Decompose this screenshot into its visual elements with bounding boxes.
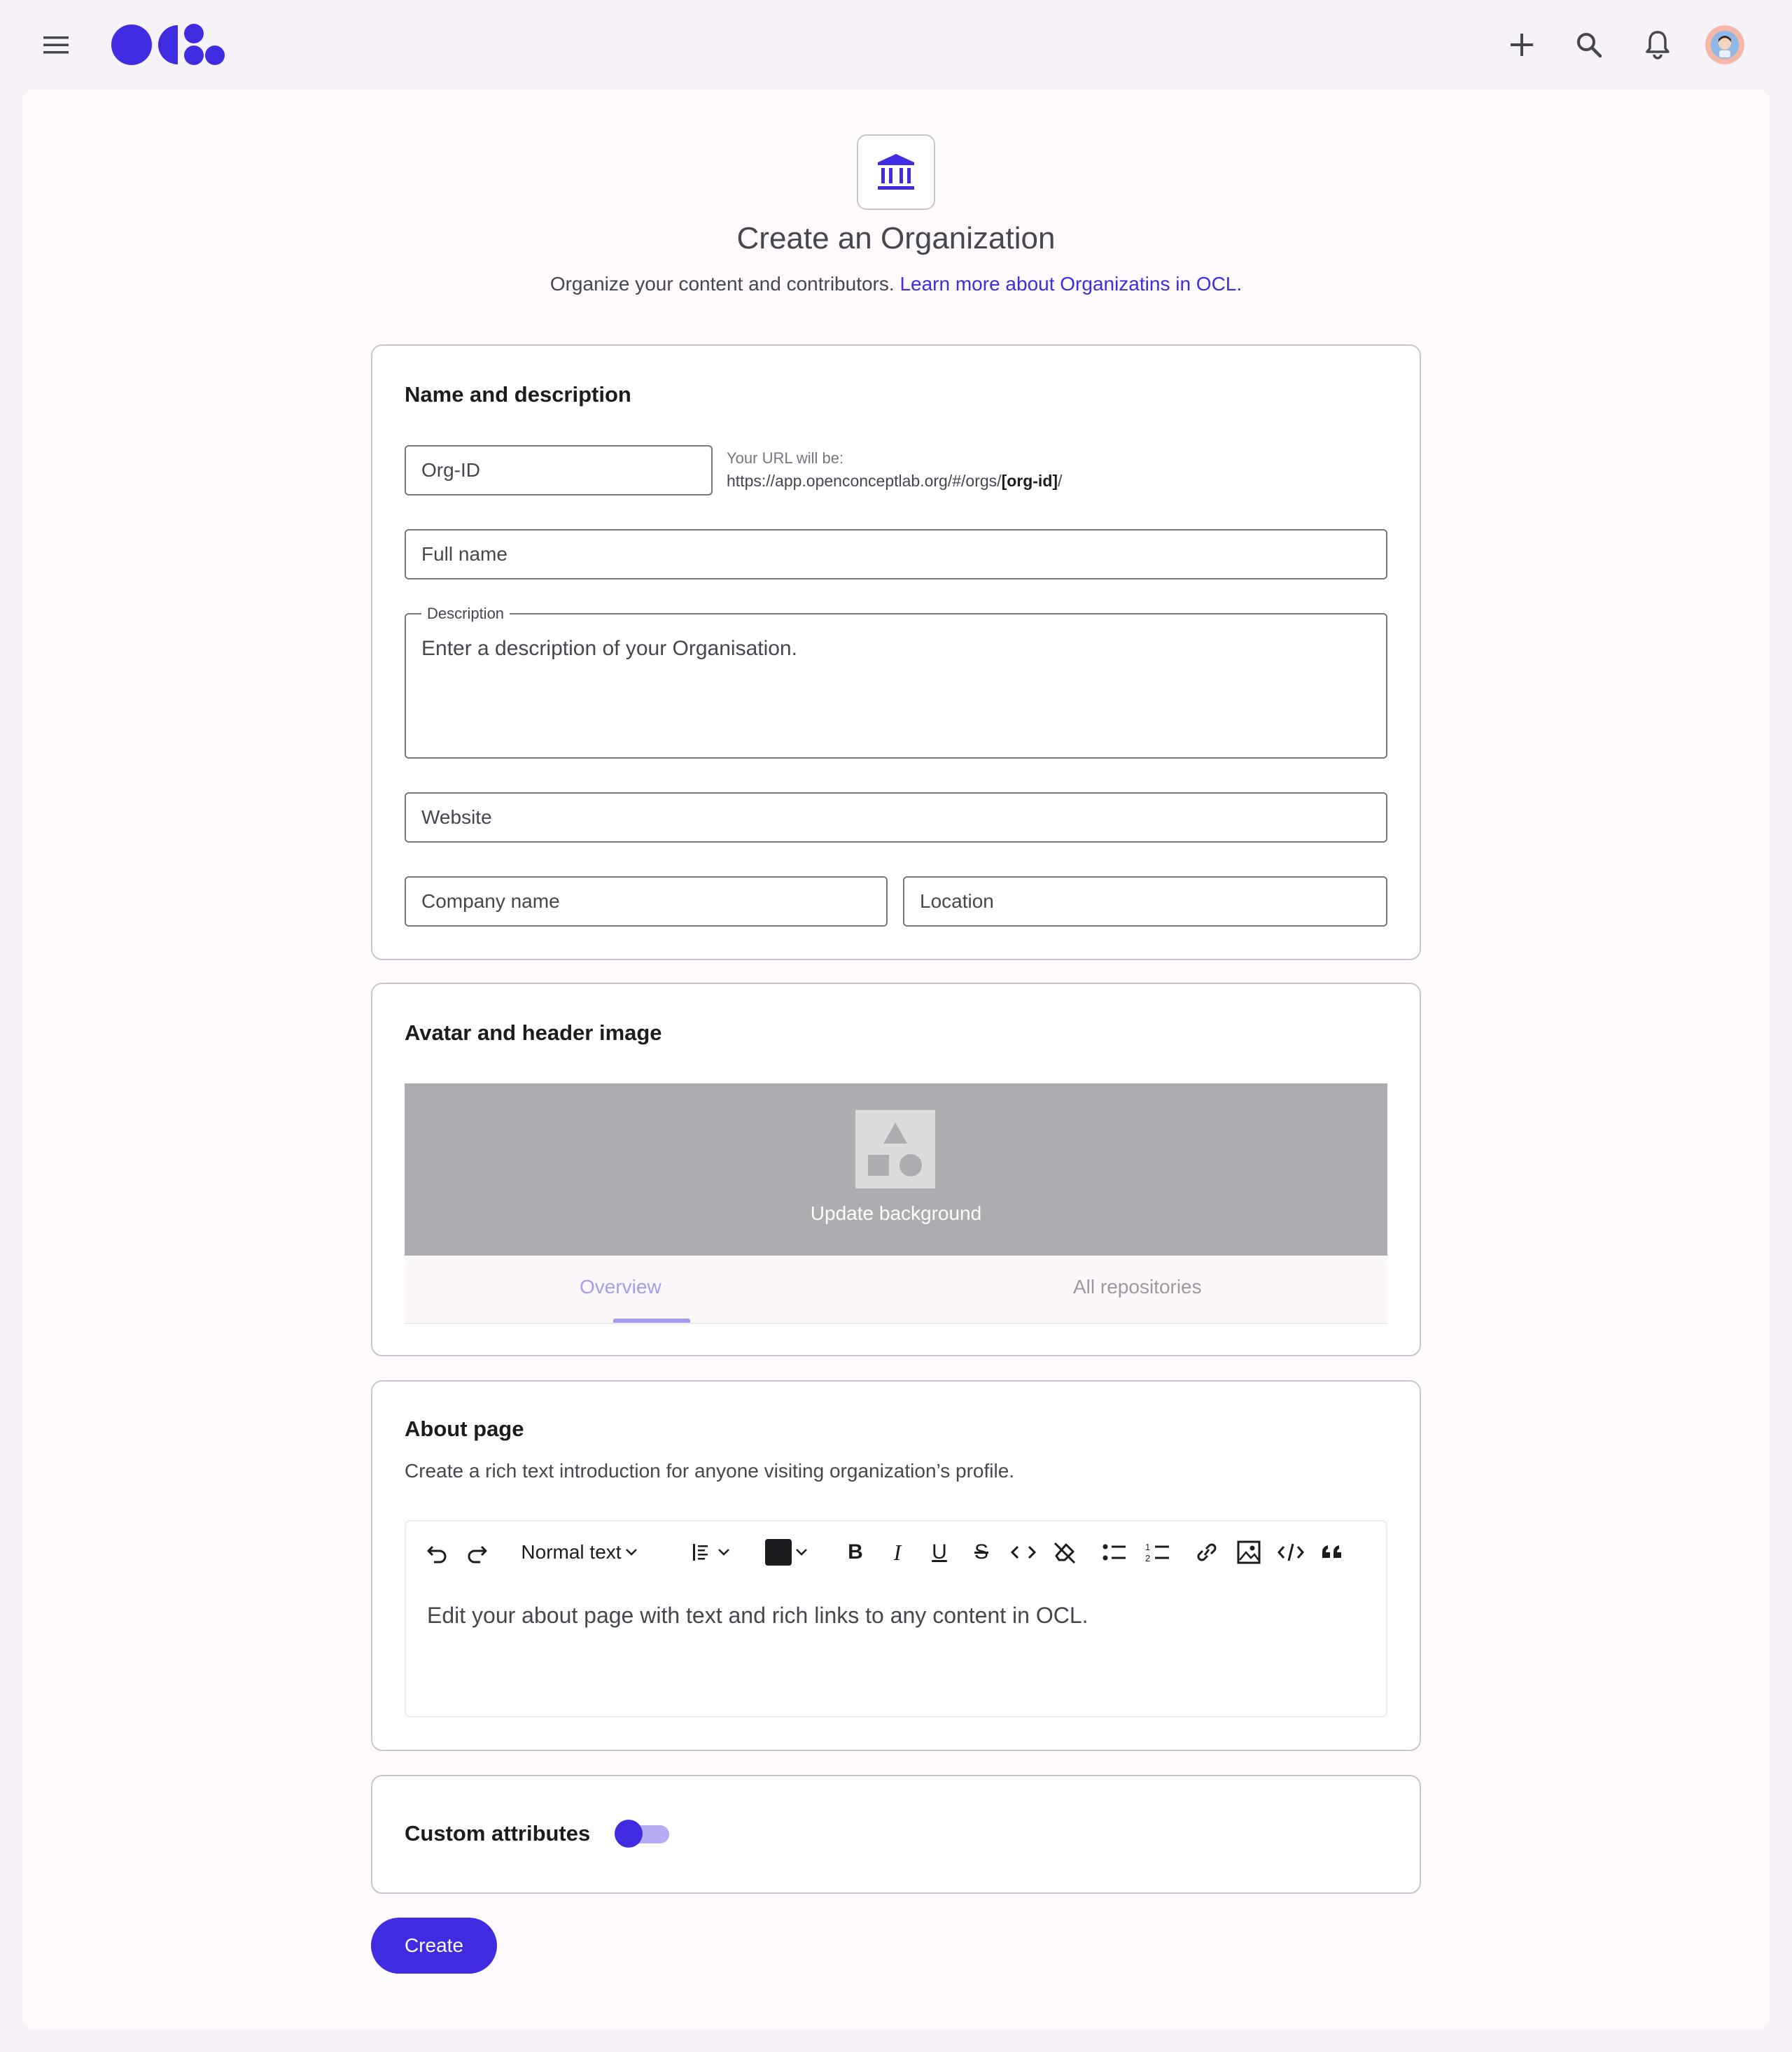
rich-text-editor[interactable] [405, 1520, 1387, 1717]
learn-more-link[interactable]: Learn more about Organizatins in OCL. [899, 273, 1242, 295]
add-icon[interactable] [1504, 27, 1540, 63]
url-hint: Your URL will be: [727, 449, 844, 467]
color-swatch [765, 1539, 792, 1566]
full-name-input[interactable] [406, 530, 1386, 578]
about-description: Create a rich text introduction for anyone visiting organization’s profile. [405, 1460, 1015, 1482]
description-textarea[interactable] [406, 614, 1386, 757]
section-title: Avatar and header image [405, 1020, 662, 1045]
section-title: Name and description [405, 382, 631, 407]
code-icon[interactable] [1008, 1537, 1039, 1568]
toggle-thumb [615, 1820, 643, 1848]
strikethrough-icon[interactable]: S [974, 1540, 988, 1563]
url-suffix: / [1058, 472, 1063, 490]
create-button[interactable]: Create [371, 1918, 497, 1974]
org-id-input[interactable] [406, 447, 711, 494]
quote-icon[interactable] [1316, 1537, 1350, 1568]
website-field[interactable] [405, 792, 1387, 843]
url-preview [727, 472, 1062, 491]
search-icon[interactable] [1571, 27, 1607, 63]
full-name-field[interactable] [405, 529, 1387, 579]
active-tab-indicator [613, 1319, 690, 1323]
update-background-banner[interactable] [405, 1083, 1387, 1256]
chevron-down-icon [792, 1542, 811, 1562]
description-label: Description [421, 605, 510, 623]
svg-text:2: 2 [1145, 1553, 1151, 1563]
align-icon[interactable] [685, 1537, 738, 1568]
url-id: [org-id] [1001, 472, 1058, 490]
tab-overview[interactable]: Overview [580, 1276, 662, 1298]
undo-icon[interactable] [421, 1537, 452, 1568]
redo-icon[interactable] [462, 1537, 493, 1568]
name-description-card [371, 344, 1421, 960]
top-app-bar [0, 0, 1792, 90]
numbered-list-icon[interactable] [1141, 1537, 1175, 1568]
url-prefix: https://app.openconceptlab.org/#/orgs/ [727, 472, 1002, 490]
text-style-label: Normal text [521, 1541, 622, 1563]
avatar[interactable] [1705, 25, 1744, 64]
bell-icon[interactable] [1639, 27, 1676, 63]
embed-code-icon[interactable] [1274, 1537, 1308, 1568]
chevron-down-icon [715, 1542, 732, 1562]
avatar-header-card [371, 983, 1421, 1356]
ocl-logo[interactable] [111, 24, 230, 66]
custom-attributes-toggle[interactable] [615, 1818, 671, 1849]
tab-all-repositories[interactable]: All repositories [1073, 1276, 1202, 1298]
svg-text:1: 1 [1145, 1542, 1151, 1552]
text-color-icon[interactable] [760, 1537, 816, 1568]
section-title: About page [405, 1417, 524, 1441]
image-icon[interactable] [1232, 1537, 1266, 1568]
image-placeholder-icon [855, 1110, 935, 1188]
custom-attributes-card [371, 1775, 1421, 1894]
section-title: Custom attributes [405, 1821, 591, 1846]
description-field[interactable] [405, 605, 1387, 759]
bullet-list-icon[interactable] [1098, 1537, 1131, 1568]
underline-icon[interactable]: U [932, 1540, 947, 1563]
hamburger-menu-icon[interactable] [39, 28, 73, 62]
company-name-input[interactable] [406, 878, 886, 925]
editor-placeholder: Edit your about page with text and rich links to any content in OCL. [427, 1603, 1088, 1628]
page-subtitle [0, 273, 1792, 295]
clear-format-icon[interactable] [1050, 1537, 1081, 1568]
institution-icon [857, 134, 935, 210]
org-id-field[interactable] [405, 445, 713, 496]
link-icon[interactable] [1190, 1537, 1224, 1568]
company-name-field[interactable] [405, 876, 888, 927]
update-background-label: Update background [810, 1202, 982, 1224]
location-input[interactable] [904, 878, 1386, 925]
profile-tabs [405, 1256, 1387, 1324]
chevron-down-icon [622, 1542, 641, 1562]
subtitle-text: Organize your content and contributors. [550, 273, 895, 295]
website-input[interactable] [406, 794, 1386, 841]
page-title: Create an Organization [736, 221, 1056, 255]
text-style-dropdown[interactable] [511, 1537, 651, 1568]
about-page-card [371, 1380, 1421, 1751]
location-field[interactable] [903, 876, 1387, 927]
bold-icon[interactable]: B [848, 1540, 863, 1563]
italic-icon[interactable]: I [893, 1539, 902, 1565]
